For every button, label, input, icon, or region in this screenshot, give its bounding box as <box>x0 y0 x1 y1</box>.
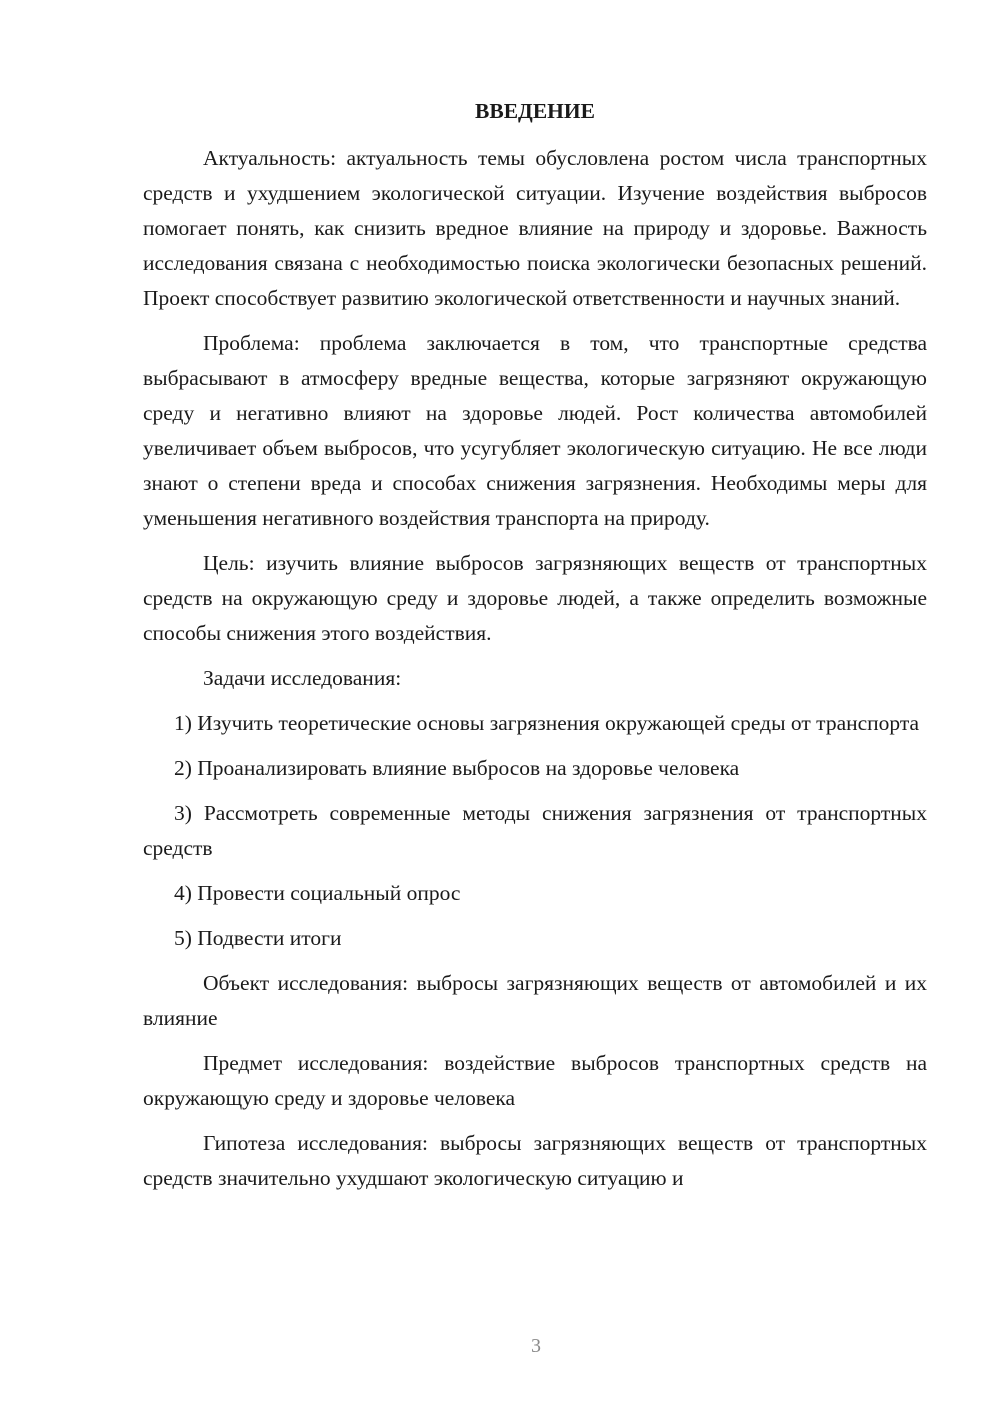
page-number: 3 <box>531 1335 541 1357</box>
task-item: 4) Провести социальный опрос <box>174 881 461 905</box>
task-item: 1) Изучить теоретические основы загрязнения окружающей среды от транспорта <box>174 711 920 735</box>
paragraph-problem: Проблема: проблема заключается в том, что транспортные средства выбрасывают в атмосферу вредные вещества, которые загрязняют окружающую среду и негативно влияют на здоровье людей. Рост количества автомобилей увеличивает объем выбросов, что усугубляет экологическую ситуацию. Не все люди знают о степени вреда и способах снижения загрязнения. Необходимы меры для уменьшения негативного воздействия транспорта на природу. <box>143 331 927 530</box>
task-item: 5) Подвести итоги <box>174 926 342 950</box>
section-heading: ВВЕДЕНИЕ <box>475 99 595 123</box>
paragraph-goal: Цель: изучить влияние выбросов загрязняющих веществ от транспортных средств на окружающую среду и здоровье людей, а также определить возможные способы снижения этого воздействия. <box>143 551 927 645</box>
paragraph-subject: Предмет исследования: воздействие выбросов транспортных средств на окружающую среду и здоровье человека <box>143 1051 927 1110</box>
task-item: 2) Проанализировать влияние выбросов на здоровье человека <box>174 756 740 780</box>
paragraph-hypothesis: Гипотеза исследования: выбросы загрязняющих веществ от транспортных средств значительно ухудшают экологическую ситуацию и <box>143 1131 927 1190</box>
paragraph-object: Объект исследования: выбросы загрязняющих веществ от автомобилей и их влияние <box>143 971 927 1030</box>
document-body <box>143 96 927 1206</box>
paragraph-relevance: Актуальность: актуальность темы обусловлена ростом числа транспортных средств и ухудшением экологической ситуации. Изучение воздействия выбросов помогает понять, как снизить вредное влияние на природу и здоровье. Важность исследования связана с необходимостью поиска экологически безопасных решений. Проект способствует развитию экологической ответственности и научных знаний. <box>143 146 927 310</box>
task-item: 3) Рассмотреть современные методы снижения загрязнения от транспортных средств <box>143 801 927 860</box>
tasks-title: Задачи исследования: <box>203 666 402 690</box>
